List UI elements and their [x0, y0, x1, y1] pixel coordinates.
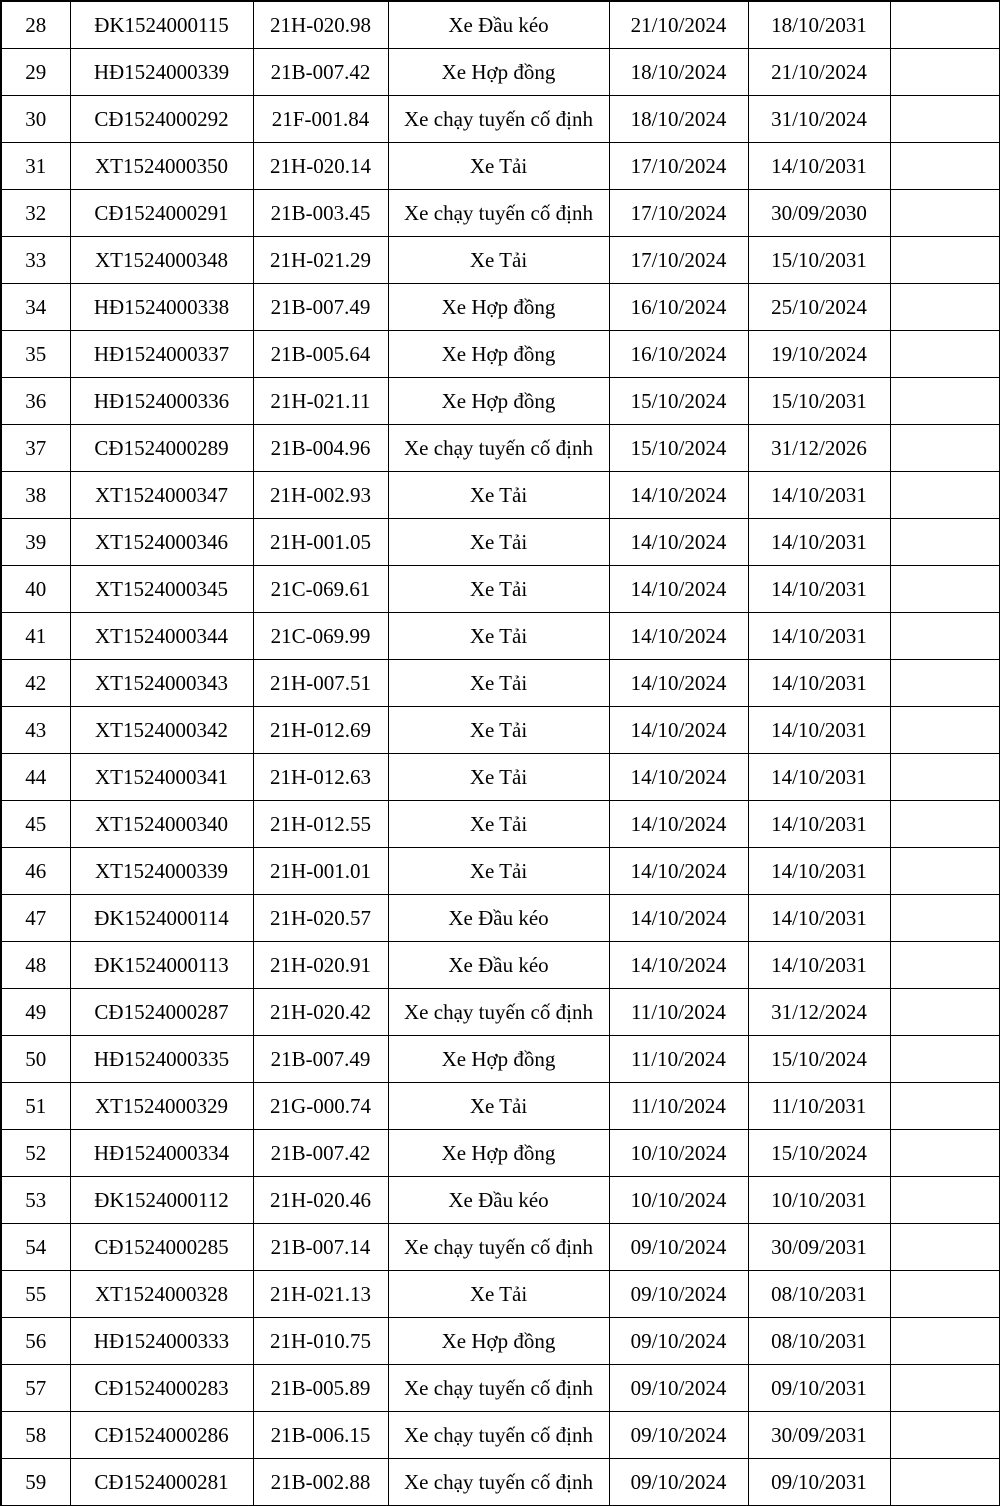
row-number-cell: 44 — [1, 754, 70, 801]
badge-code-cell: ĐK1524000115 — [70, 1, 253, 49]
plate-number-cell: 21H-012.63 — [253, 754, 388, 801]
vehicle-type-cell: Xe Tải — [388, 566, 609, 613]
badge-code-cell: XT1524000348 — [70, 237, 253, 284]
expiry-date-cell: 14/10/2031 — [748, 143, 890, 190]
plate-number-cell: 21H-021.29 — [253, 237, 388, 284]
badge-code-cell: XT1524000346 — [70, 519, 253, 566]
vehicle-type-cell: Xe Tải — [388, 1271, 609, 1318]
notes-cell — [890, 801, 1000, 848]
notes-cell — [890, 613, 1000, 660]
expiry-date-cell: 19/10/2024 — [748, 331, 890, 378]
vehicle-type-cell: Xe Tải — [388, 801, 609, 848]
notes-cell — [890, 848, 1000, 895]
badge-code-cell: HĐ1524000338 — [70, 284, 253, 331]
table-row — [1, 519, 1000, 566]
plate-number-cell: 21H-020.14 — [253, 143, 388, 190]
expiry-date-cell: 14/10/2031 — [748, 613, 890, 660]
expiry-date-cell: 31/12/2026 — [748, 425, 890, 472]
notes-cell — [890, 566, 1000, 613]
notes-cell — [890, 49, 1000, 96]
vehicle-type-cell: Xe chạy tuyến cố định — [388, 425, 609, 472]
row-number-cell: 30 — [1, 96, 70, 143]
vehicle-type-cell: Xe Tải — [388, 519, 609, 566]
notes-cell — [890, 378, 1000, 425]
notes-cell — [890, 1365, 1000, 1412]
plate-number-cell: 21B-007.42 — [253, 49, 388, 96]
notes-cell — [890, 1412, 1000, 1459]
vehicle-type-cell: Xe Hợp đồng — [388, 331, 609, 378]
notes-cell — [890, 519, 1000, 566]
vehicle-type-cell: Xe Tải — [388, 237, 609, 284]
row-number-cell: 50 — [1, 1036, 70, 1083]
row-number-cell: 52 — [1, 1130, 70, 1177]
vehicle-type-cell: Xe chạy tuyến cố định — [388, 1224, 609, 1271]
issue-date-cell: 09/10/2024 — [609, 1412, 748, 1459]
table-row — [1, 1130, 1000, 1177]
row-number-cell: 35 — [1, 331, 70, 378]
notes-cell — [890, 237, 1000, 284]
table-row — [1, 566, 1000, 613]
expiry-date-cell: 14/10/2031 — [748, 566, 890, 613]
table-row — [1, 1224, 1000, 1271]
row-number-cell: 49 — [1, 989, 70, 1036]
vehicle-type-cell: Xe Tải — [388, 707, 609, 754]
badge-code-cell: XT1524000339 — [70, 848, 253, 895]
issue-date-cell: 15/10/2024 — [609, 378, 748, 425]
notes-cell — [890, 1036, 1000, 1083]
row-number-cell: 56 — [1, 1318, 70, 1365]
issue-date-cell: 14/10/2024 — [609, 519, 748, 566]
issue-date-cell: 09/10/2024 — [609, 1365, 748, 1412]
expiry-date-cell: 21/10/2024 — [748, 49, 890, 96]
expiry-date-cell: 31/12/2024 — [748, 989, 890, 1036]
table-row — [1, 1, 1000, 49]
vehicle-type-cell: Xe chạy tuyến cố định — [388, 1412, 609, 1459]
row-number-cell: 43 — [1, 707, 70, 754]
table-row — [1, 942, 1000, 989]
row-number-cell: 40 — [1, 566, 70, 613]
issue-date-cell: 16/10/2024 — [609, 284, 748, 331]
table-row — [1, 425, 1000, 472]
issue-date-cell: 18/10/2024 — [609, 96, 748, 143]
row-number-cell: 32 — [1, 190, 70, 237]
issue-date-cell: 17/10/2024 — [609, 143, 748, 190]
table-row — [1, 143, 1000, 190]
badge-code-cell: CĐ1524000291 — [70, 190, 253, 237]
plate-number-cell: 21H-020.46 — [253, 1177, 388, 1224]
vehicle-type-cell: Xe Hợp đồng — [388, 49, 609, 96]
notes-cell — [890, 660, 1000, 707]
badge-code-cell: CĐ1524000287 — [70, 989, 253, 1036]
issue-date-cell: 21/10/2024 — [609, 1, 748, 49]
plate-number-cell: 21H-002.93 — [253, 472, 388, 519]
notes-cell — [890, 1271, 1000, 1318]
issue-date-cell: 15/10/2024 — [609, 425, 748, 472]
vehicle-type-cell: Xe Tải — [388, 660, 609, 707]
expiry-date-cell: 14/10/2031 — [748, 754, 890, 801]
row-number-cell: 41 — [1, 613, 70, 660]
plate-number-cell: 21H-021.11 — [253, 378, 388, 425]
badge-code-cell: HĐ1524000334 — [70, 1130, 253, 1177]
table-row — [1, 378, 1000, 425]
plate-number-cell: 21C-069.99 — [253, 613, 388, 660]
vehicle-type-cell: Xe Hợp đồng — [388, 284, 609, 331]
expiry-date-cell: 31/10/2024 — [748, 96, 890, 143]
notes-cell — [890, 143, 1000, 190]
notes-cell — [890, 895, 1000, 942]
table-row — [1, 801, 1000, 848]
vehicle-type-cell: Xe chạy tuyến cố định — [388, 989, 609, 1036]
badge-code-cell: CĐ1524000286 — [70, 1412, 253, 1459]
vehicle-type-cell: Xe Tải — [388, 613, 609, 660]
row-number-cell: 45 — [1, 801, 70, 848]
vehicle-type-cell: Xe Hợp đồng — [388, 378, 609, 425]
notes-cell — [890, 472, 1000, 519]
issue-date-cell: 09/10/2024 — [609, 1224, 748, 1271]
badge-code-cell: XT1524000340 — [70, 801, 253, 848]
badge-code-cell: HĐ1524000335 — [70, 1036, 253, 1083]
plate-number-cell: 21C-069.61 — [253, 566, 388, 613]
row-number-cell: 47 — [1, 895, 70, 942]
vehicle-type-cell: Xe Tải — [388, 1083, 609, 1130]
badge-code-cell: ĐK1524000114 — [70, 895, 253, 942]
badge-code-cell: CĐ1524000283 — [70, 1365, 253, 1412]
vehicle-type-cell: Xe Hợp đồng — [388, 1036, 609, 1083]
issue-date-cell: 14/10/2024 — [609, 472, 748, 519]
plate-number-cell: 21H-020.91 — [253, 942, 388, 989]
plate-number-cell: 21G-000.74 — [253, 1083, 388, 1130]
issue-date-cell: 18/10/2024 — [609, 49, 748, 96]
expiry-date-cell: 14/10/2031 — [748, 801, 890, 848]
row-number-cell: 37 — [1, 425, 70, 472]
badge-code-cell: HĐ1524000336 — [70, 378, 253, 425]
plate-number-cell: 21B-005.89 — [253, 1365, 388, 1412]
table-body — [1, 1, 1000, 1506]
vehicle-type-cell: Xe chạy tuyến cố định — [388, 190, 609, 237]
expiry-date-cell: 25/10/2024 — [748, 284, 890, 331]
table-row — [1, 1318, 1000, 1365]
table-row — [1, 848, 1000, 895]
plate-number-cell: 21B-004.96 — [253, 425, 388, 472]
row-number-cell: 38 — [1, 472, 70, 519]
badge-code-cell: CĐ1524000292 — [70, 96, 253, 143]
plate-number-cell: 21B-007.49 — [253, 1036, 388, 1083]
expiry-date-cell: 14/10/2031 — [748, 848, 890, 895]
vehicle-type-cell: Xe chạy tuyến cố định — [388, 96, 609, 143]
notes-cell — [890, 707, 1000, 754]
badge-code-cell: XT1524000347 — [70, 472, 253, 519]
issue-date-cell: 11/10/2024 — [609, 1036, 748, 1083]
expiry-date-cell: 15/10/2024 — [748, 1036, 890, 1083]
notes-cell — [890, 942, 1000, 989]
issue-date-cell: 10/10/2024 — [609, 1177, 748, 1224]
table-row — [1, 49, 1000, 96]
expiry-date-cell: 09/10/2031 — [748, 1365, 890, 1412]
table-row — [1, 1083, 1000, 1130]
table-row — [1, 707, 1000, 754]
table-row — [1, 613, 1000, 660]
expiry-date-cell: 11/10/2031 — [748, 1083, 890, 1130]
badge-code-cell: CĐ1524000289 — [70, 425, 253, 472]
vehicle-type-cell: Xe chạy tuyến cố định — [388, 1365, 609, 1412]
expiry-date-cell: 09/10/2031 — [748, 1459, 890, 1506]
row-number-cell: 58 — [1, 1412, 70, 1459]
notes-cell — [890, 1224, 1000, 1271]
vehicle-type-cell: Xe chạy tuyến cố định — [388, 1459, 609, 1506]
row-number-cell: 54 — [1, 1224, 70, 1271]
expiry-date-cell: 30/09/2031 — [748, 1224, 890, 1271]
row-number-cell: 59 — [1, 1459, 70, 1506]
expiry-date-cell: 08/10/2031 — [748, 1271, 890, 1318]
table-row — [1, 989, 1000, 1036]
expiry-date-cell: 30/09/2031 — [748, 1412, 890, 1459]
table-row — [1, 1036, 1000, 1083]
badge-code-cell: XT1524000328 — [70, 1271, 253, 1318]
notes-cell — [890, 1177, 1000, 1224]
badge-code-cell: XT1524000350 — [70, 143, 253, 190]
plate-number-cell: 21H-020.98 — [253, 1, 388, 49]
issue-date-cell: 11/10/2024 — [609, 989, 748, 1036]
badge-code-cell: XT1524000345 — [70, 566, 253, 613]
row-number-cell: 28 — [1, 1, 70, 49]
table-row — [1, 284, 1000, 331]
row-number-cell: 51 — [1, 1083, 70, 1130]
plate-number-cell: 21H-020.42 — [253, 989, 388, 1036]
row-number-cell: 48 — [1, 942, 70, 989]
table-row — [1, 472, 1000, 519]
row-number-cell: 36 — [1, 378, 70, 425]
table-row — [1, 331, 1000, 378]
row-number-cell: 29 — [1, 49, 70, 96]
expiry-date-cell: 15/10/2031 — [748, 237, 890, 284]
expiry-date-cell: 30/09/2030 — [748, 190, 890, 237]
table-row — [1, 1412, 1000, 1459]
expiry-date-cell: 10/10/2031 — [748, 1177, 890, 1224]
table-row — [1, 660, 1000, 707]
expiry-date-cell: 15/10/2024 — [748, 1130, 890, 1177]
issue-date-cell: 17/10/2024 — [609, 190, 748, 237]
issue-date-cell: 09/10/2024 — [609, 1459, 748, 1506]
table-row — [1, 190, 1000, 237]
vehicle-type-cell: Xe Tải — [388, 848, 609, 895]
issue-date-cell: 14/10/2024 — [609, 566, 748, 613]
table-row — [1, 1271, 1000, 1318]
issue-date-cell: 10/10/2024 — [609, 1130, 748, 1177]
notes-cell — [890, 1, 1000, 49]
table-row — [1, 1459, 1000, 1506]
badge-code-cell: HĐ1524000339 — [70, 49, 253, 96]
notes-cell — [890, 989, 1000, 1036]
plate-number-cell: 21B-007.14 — [253, 1224, 388, 1271]
badge-code-cell: CĐ1524000285 — [70, 1224, 253, 1271]
issue-date-cell: 14/10/2024 — [609, 801, 748, 848]
plate-number-cell: 21B-003.45 — [253, 190, 388, 237]
row-number-cell: 55 — [1, 1271, 70, 1318]
table-row — [1, 895, 1000, 942]
issue-date-cell: 14/10/2024 — [609, 942, 748, 989]
badge-code-cell: XT1524000343 — [70, 660, 253, 707]
badge-code-cell: HĐ1524000337 — [70, 331, 253, 378]
row-number-cell: 31 — [1, 143, 70, 190]
badge-code-cell: ĐK1524000112 — [70, 1177, 253, 1224]
badge-code-cell: HĐ1524000333 — [70, 1318, 253, 1365]
row-number-cell: 34 — [1, 284, 70, 331]
issue-date-cell: 17/10/2024 — [609, 237, 748, 284]
vehicle-type-cell: Xe Đầu kéo — [388, 1, 609, 49]
notes-cell — [890, 1083, 1000, 1130]
row-number-cell: 39 — [1, 519, 70, 566]
issue-date-cell: 09/10/2024 — [609, 1271, 748, 1318]
badge-code-cell: XT1524000341 — [70, 754, 253, 801]
table-row — [1, 1365, 1000, 1412]
vehicle-type-cell: Xe Hợp đồng — [388, 1130, 609, 1177]
notes-cell — [890, 425, 1000, 472]
plate-number-cell: 21H-001.05 — [253, 519, 388, 566]
expiry-date-cell: 14/10/2031 — [748, 519, 890, 566]
expiry-date-cell: 14/10/2031 — [748, 895, 890, 942]
plate-number-cell: 21H-001.01 — [253, 848, 388, 895]
badge-code-cell: XT1524000344 — [70, 613, 253, 660]
notes-cell — [890, 96, 1000, 143]
expiry-date-cell: 15/10/2031 — [748, 378, 890, 425]
plate-number-cell: 21H-007.51 — [253, 660, 388, 707]
row-number-cell: 42 — [1, 660, 70, 707]
table-row — [1, 237, 1000, 284]
notes-cell — [890, 190, 1000, 237]
plate-number-cell: 21H-020.57 — [253, 895, 388, 942]
issue-date-cell: 14/10/2024 — [609, 754, 748, 801]
expiry-date-cell: 18/10/2031 — [748, 1, 890, 49]
plate-number-cell: 21B-007.42 — [253, 1130, 388, 1177]
row-number-cell: 33 — [1, 237, 70, 284]
plate-number-cell: 21H-012.69 — [253, 707, 388, 754]
issue-date-cell: 14/10/2024 — [609, 707, 748, 754]
expiry-date-cell: 14/10/2031 — [748, 942, 890, 989]
expiry-date-cell: 14/10/2031 — [748, 707, 890, 754]
badge-code-cell: XT1524000342 — [70, 707, 253, 754]
badge-code-cell: CĐ1524000281 — [70, 1459, 253, 1506]
plate-number-cell: 21F-001.84 — [253, 96, 388, 143]
issue-date-cell: 09/10/2024 — [609, 1318, 748, 1365]
notes-cell — [890, 1318, 1000, 1365]
expiry-date-cell: 14/10/2031 — [748, 660, 890, 707]
vehicle-type-cell: Xe Đầu kéo — [388, 895, 609, 942]
expiry-date-cell: 14/10/2031 — [748, 472, 890, 519]
vehicle-type-cell: Xe Tải — [388, 754, 609, 801]
table-row — [1, 754, 1000, 801]
issue-date-cell: 14/10/2024 — [609, 895, 748, 942]
plate-number-cell: 21B-006.15 — [253, 1412, 388, 1459]
vehicle-type-cell: Xe Hợp đồng — [388, 1318, 609, 1365]
issue-date-cell: 16/10/2024 — [609, 331, 748, 378]
plate-number-cell: 21B-007.49 — [253, 284, 388, 331]
notes-cell — [890, 754, 1000, 801]
row-number-cell: 53 — [1, 1177, 70, 1224]
issue-date-cell: 14/10/2024 — [609, 848, 748, 895]
plate-number-cell: 21H-021.13 — [253, 1271, 388, 1318]
row-number-cell: 57 — [1, 1365, 70, 1412]
plate-number-cell: 21H-012.55 — [253, 801, 388, 848]
expiry-date-cell: 08/10/2031 — [748, 1318, 890, 1365]
plate-number-cell: 21B-002.88 — [253, 1459, 388, 1506]
vehicle-type-cell: Xe Tải — [388, 143, 609, 190]
table-row — [1, 1177, 1000, 1224]
plate-number-cell: 21B-005.64 — [253, 331, 388, 378]
row-number-cell: 46 — [1, 848, 70, 895]
vehicle-type-cell: Xe Đầu kéo — [388, 1177, 609, 1224]
notes-cell — [890, 1130, 1000, 1177]
notes-cell — [890, 284, 1000, 331]
notes-cell — [890, 1459, 1000, 1506]
plate-number-cell: 21H-010.75 — [253, 1318, 388, 1365]
table-row — [1, 96, 1000, 143]
badge-code-cell: XT1524000329 — [70, 1083, 253, 1130]
issue-date-cell: 11/10/2024 — [609, 1083, 748, 1130]
vehicle-type-cell: Xe Tải — [388, 472, 609, 519]
notes-cell — [890, 331, 1000, 378]
issue-date-cell: 14/10/2024 — [609, 613, 748, 660]
issue-date-cell: 14/10/2024 — [609, 660, 748, 707]
badge-code-cell: ĐK1524000113 — [70, 942, 253, 989]
vehicle-type-cell: Xe Đầu kéo — [388, 942, 609, 989]
